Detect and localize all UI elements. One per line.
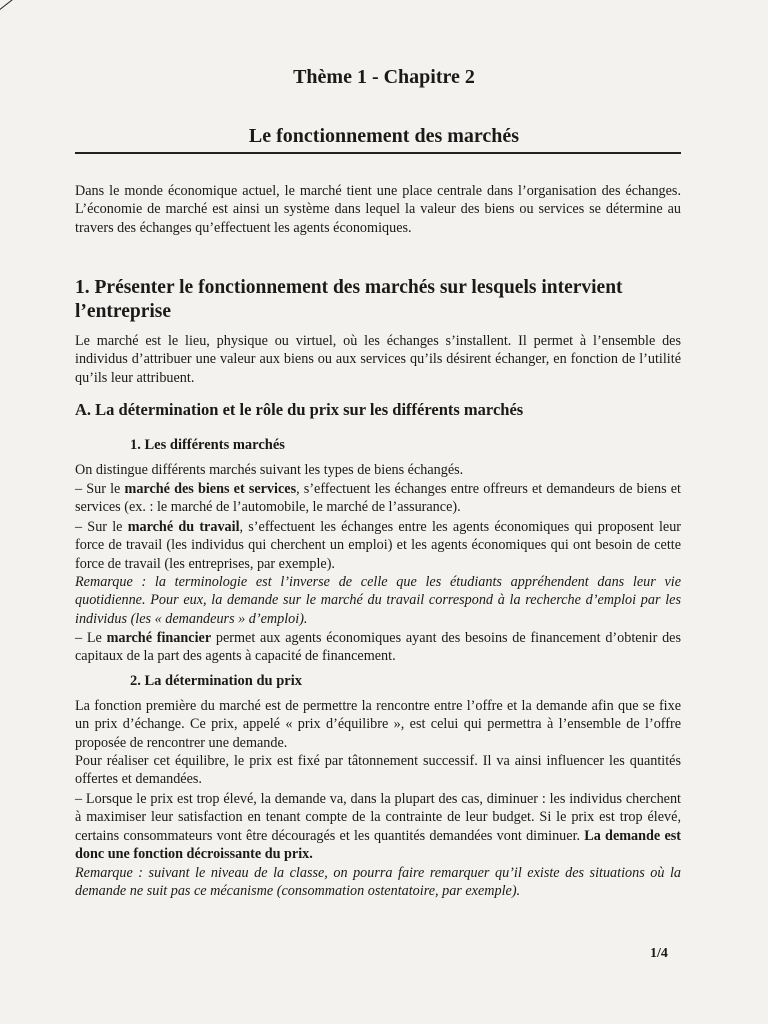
demand-remark: Remarque : suivant le niveau de la classe, on pourra faire remarquer qu’il existe des situations où la demande ne suit pas ce mécanisme (consommation ostentatoire, par exemple). xyxy=(75,865,681,900)
labour-remark: Remarque : la terminologie est l’inverse de celle que les étudiants appréhendent dans leur vie quotidienne. Pour eux, la demande sur le marché du travail correspond à la recherche d’emploi par les individus (les « demandeurs » d’emploi). xyxy=(75,574,681,627)
goods-market-item: – Sur le marché des biens et services, s’effectuent les échanges entre offreurs et demandeurs de biens et services (ex. : le marché de l’automobile, le marché de l’assurance). xyxy=(75,481,681,516)
document-title: Le fonctionnement des marchés xyxy=(248,125,520,147)
financial-market-item: – Le marché financier permet aux agents économiques ayant des besoins de financement d’obtenir des capitaux de la part des agents à capacité de financement. xyxy=(75,630,681,665)
intro-paragraph: Dans le monde économique actuel, le marché tient une place centrale dans l’organisation des échanges. L’économie de marché est ainsi un système dans lequel la valeur des biens ou services se détermine au travers des échanges qu’effectuent les agents économiques. xyxy=(75,183,681,236)
labour-market-item: – Sur le marché du travail, s’effectuent les échanges entre les agents économiques qui proposent leur force de travail (les individus qui cherchent un emploi) et les agents économiques qui ont besoin de cette force de travail (les entreprises, par exemple). xyxy=(75,519,682,572)
price-paragraph-3: – Lorsque le prix est trop élevé, la demande va, dans la plupart des cas, diminuer : les individus cherchent à maximiser leur satisfaction en tenant compte de la contrainte de leur budget. Si le prix est trop élevé, certains consommateurs vont être découragés et les quantités demandées vont diminuer. La demande est donc une fonction décroissante du prix. xyxy=(75,791,681,862)
subsection-2-heading: 2. La détermination du prix xyxy=(130,673,302,689)
section-a-heading: A. La détermination et le rôle du prix sur les différents marchés xyxy=(75,400,524,419)
title-underline xyxy=(75,152,681,154)
markets-intro: On distingue différents marchés suivant les types de biens échangés. xyxy=(75,462,464,478)
corner-pen-mark xyxy=(0,0,23,13)
price-paragraph-2: Pour réaliser cet équilibre, le prix est fixé par tâtonnement successif. Il va ainsi influencer les quantités offertes et demandées. xyxy=(75,753,681,788)
section-1-heading: 1. Présenter le fonctionnement des marchés sur lesquels intervient l’entreprise xyxy=(75,277,623,322)
section-1-paragraph: Le marché est le lieu, physique ou virtuel, où les échanges s’installent. Il permet à l’ensemble des individus d’attribuer une valeur aux biens ou aux services qu’ils désirent échanger, en fonction de l’utilité qu’ils leur attribuent. xyxy=(75,333,681,386)
theme-title: Thème 1 - Chapitre 2 xyxy=(293,66,475,88)
subsection-1-heading: 1. Les différents marchés xyxy=(130,437,285,453)
price-paragraph-1: La fonction première du marché est de permettre la rencontre entre l’offre et la demande afin que se fixe un prix d’échange. Ce prix, appelé « prix d’équilibre », est celui qui permettra à l’ensemble de l’offre proposée de rencontrer une demande. xyxy=(75,698,681,751)
page-number: 1/4 xyxy=(650,946,668,961)
